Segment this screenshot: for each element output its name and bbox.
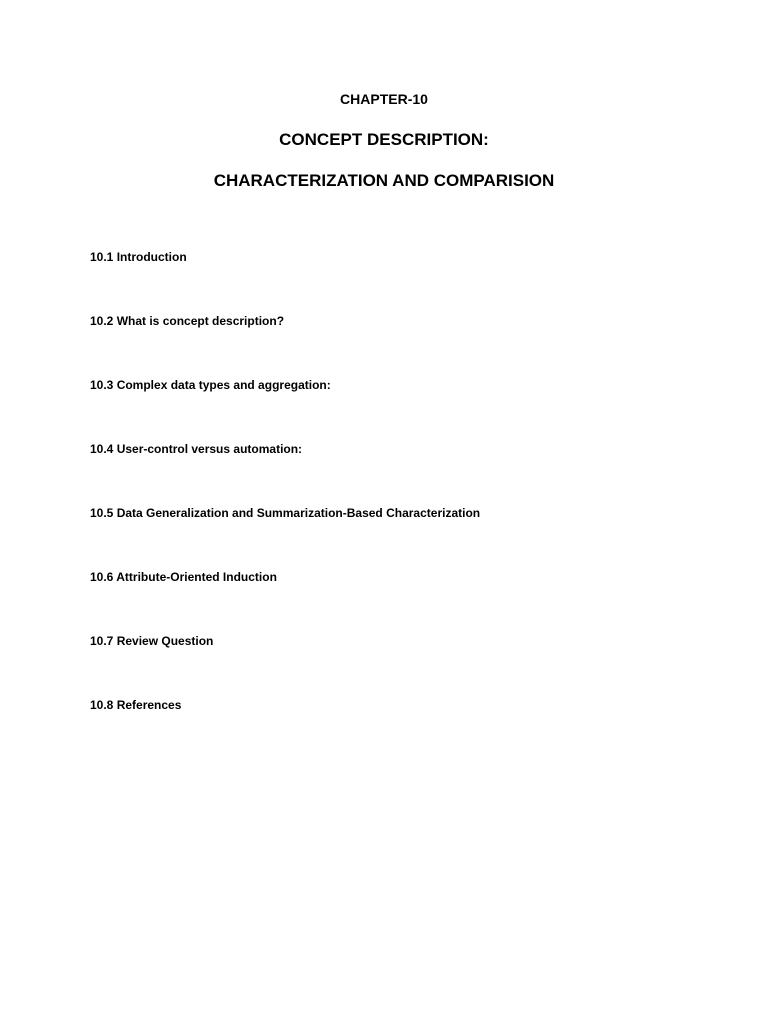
toc-item-concept-description: 10.2 What is concept description?	[90, 314, 285, 328]
toc-item-user-control: 10.4 User-control versus automation:	[90, 442, 303, 456]
table-of-contents	[90, 250, 480, 762]
toc-item-attribute-oriented-induction: 10.6 Attribute-Oriented Induction	[90, 570, 277, 584]
chapter-subtitle: CHARACTERIZATION AND COMPARISION	[213, 171, 555, 190]
chapter-title: CONCEPT DESCRIPTION:	[279, 130, 489, 149]
chapter-label: CHAPTER-10	[340, 91, 428, 107]
toc-item-complex-data-types: 10.3 Complex data types and aggregation:	[90, 378, 331, 392]
toc-item-review-question: 10.7 Review Question	[90, 634, 214, 648]
toc-item-introduction: 10.1 Introduction	[90, 250, 187, 264]
toc-item-data-generalization: 10.5 Data Generalization and Summarization-Based Characterization	[90, 506, 481, 520]
toc-item-references: 10.8 References	[90, 698, 182, 712]
